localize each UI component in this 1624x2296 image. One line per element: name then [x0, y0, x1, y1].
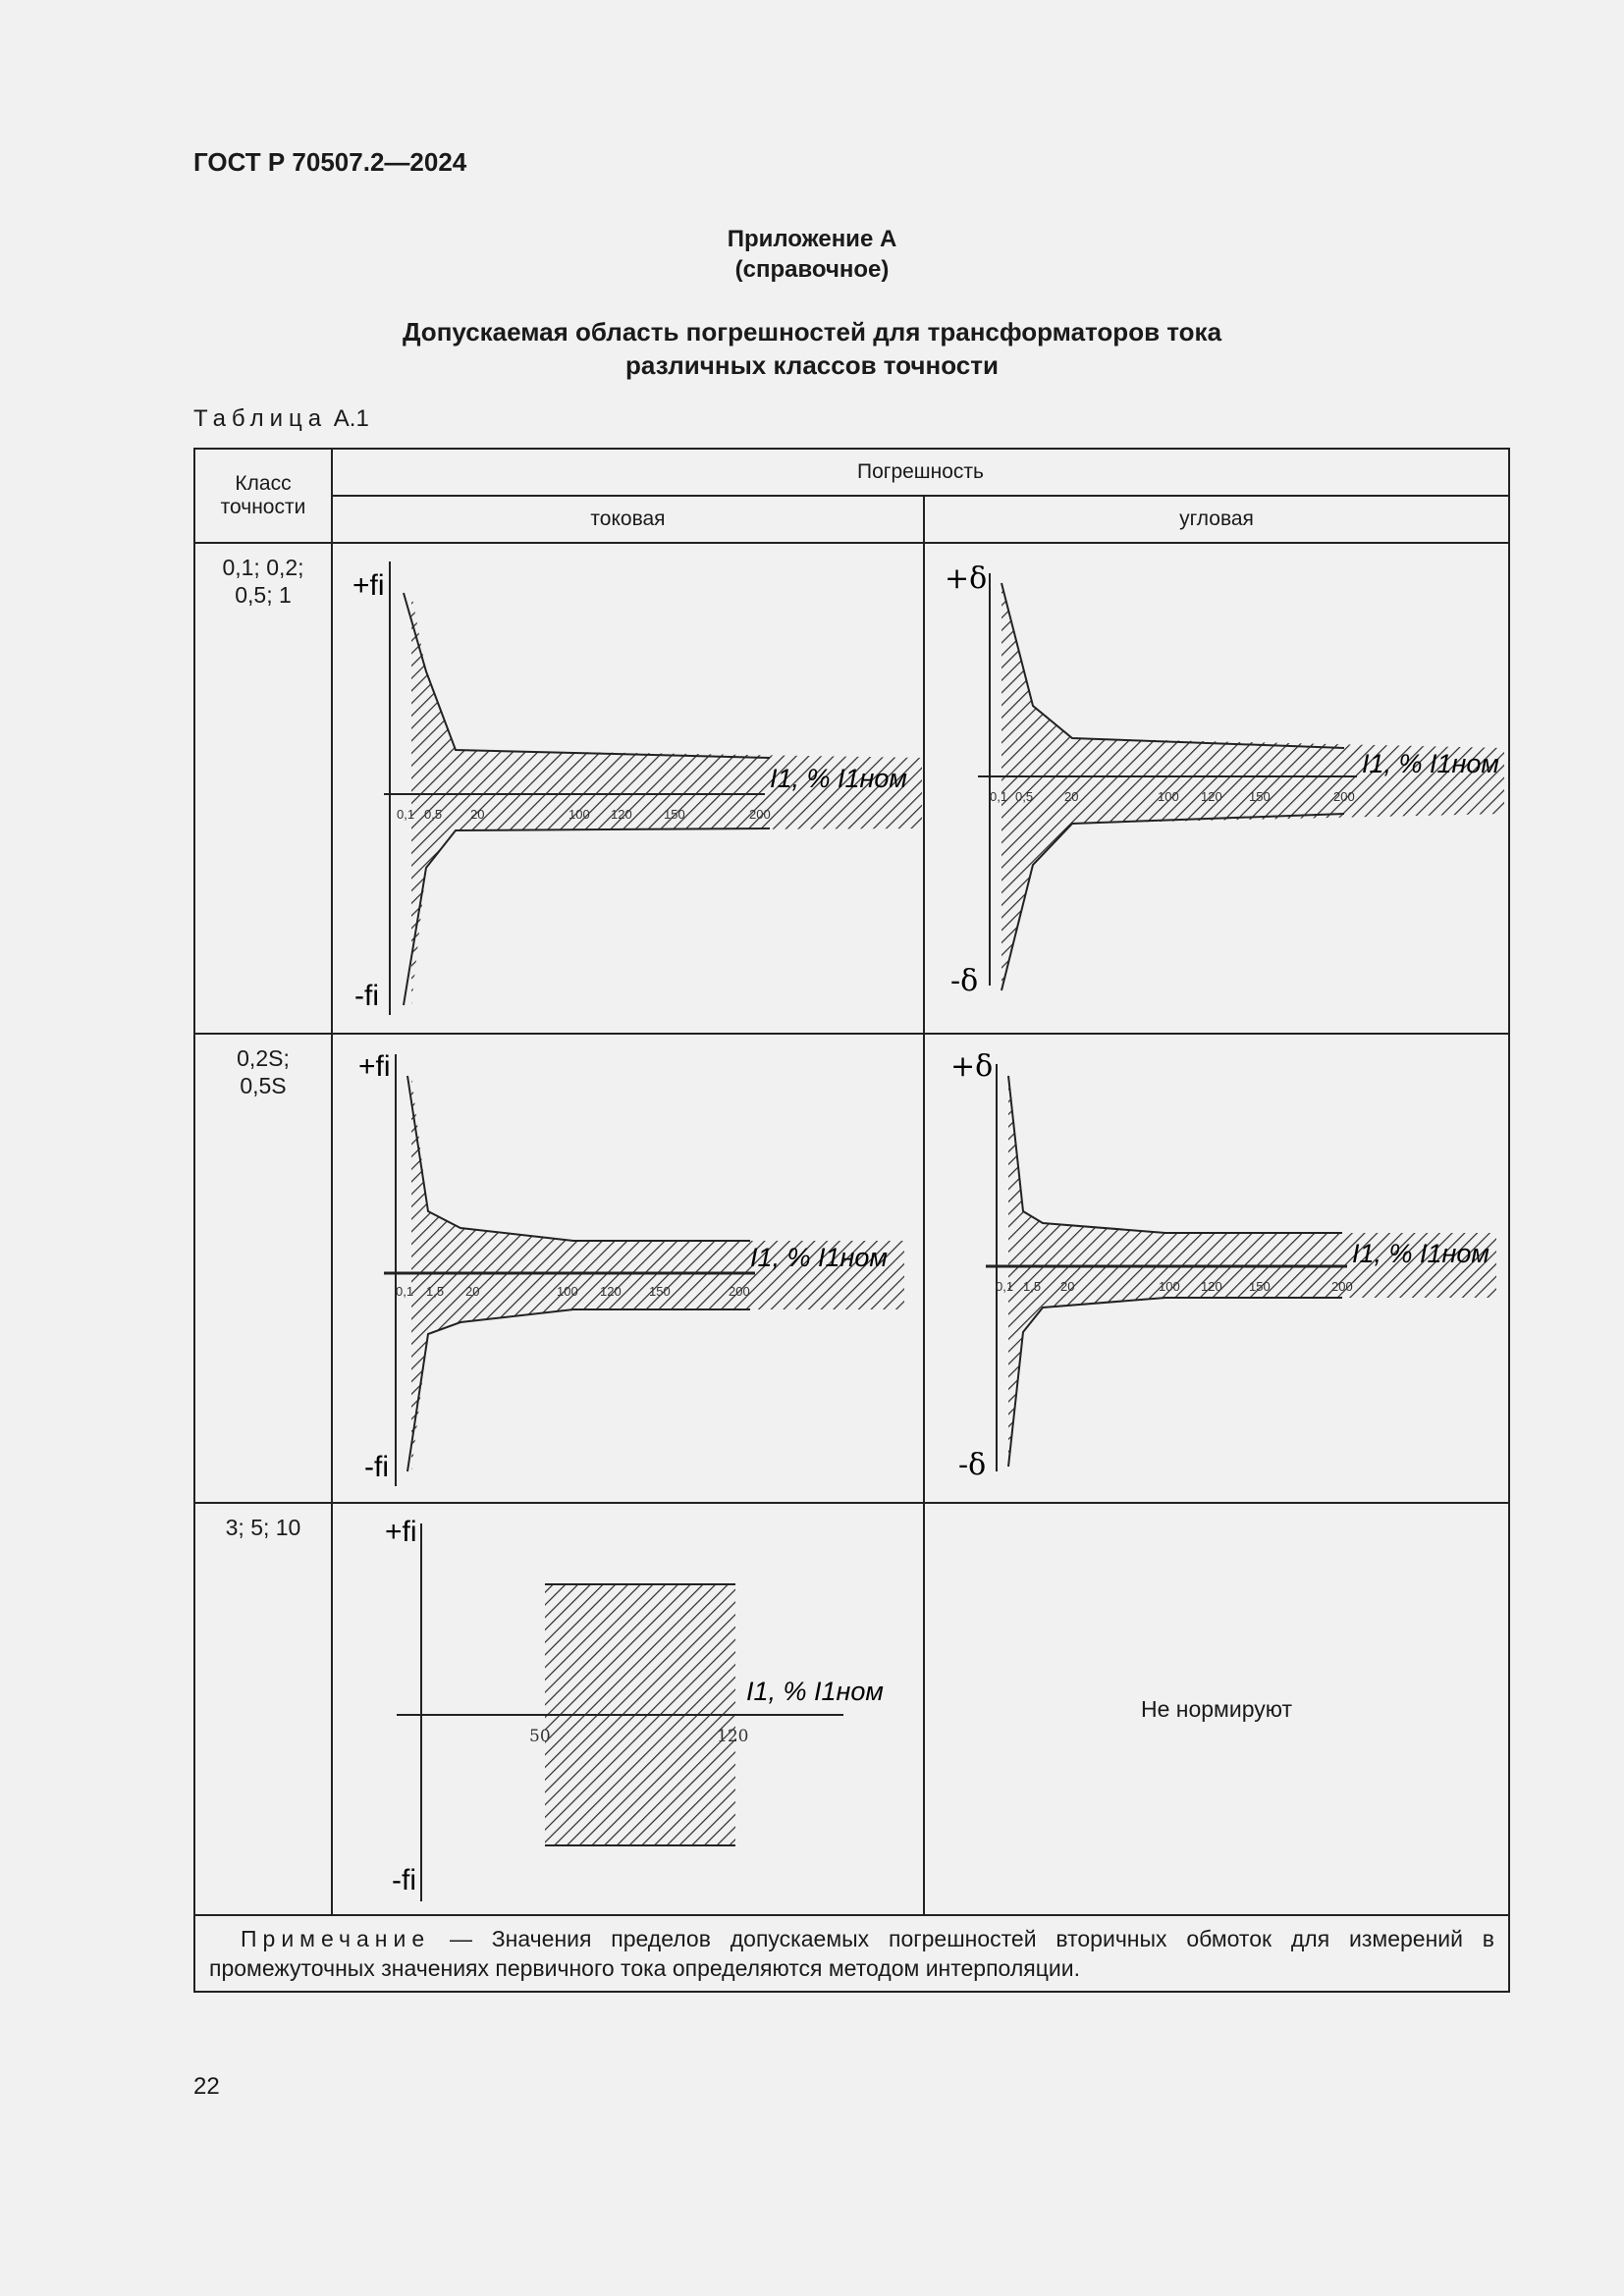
x-axis-label: I1, % I1ном: [750, 1243, 888, 1272]
tick-label: 0,1: [996, 1279, 1014, 1294]
page-number: 22: [193, 2073, 220, 2100]
tick-label: 0,1: [990, 789, 1008, 804]
tick-label: 1,5: [1023, 1279, 1042, 1294]
section-title-line1: Допускаемая область погрешностей для трансформаторов тока: [402, 317, 1222, 347]
current-plus-label: +fi: [352, 569, 385, 602]
tick-label: 100: [557, 1284, 578, 1299]
tick-label: 50: [529, 1727, 551, 1746]
header-current-error: токовая: [332, 496, 924, 543]
tick-label: 120: [600, 1284, 622, 1299]
current-minus-label: -fi: [364, 1451, 389, 1483]
table-caption: [193, 405, 369, 433]
angle-plus-label: +δ: [945, 561, 988, 596]
tick-label: 0,5: [1015, 789, 1034, 804]
current-minus-label: -fi: [354, 980, 379, 1012]
class-cell-3: 3; 5; 10: [194, 1503, 332, 1915]
tick-label: 100: [1159, 1279, 1180, 1294]
tick-label: 100: [568, 807, 590, 822]
angular-error-plot-2: [924, 1034, 1509, 1503]
table-note: [194, 1915, 1509, 1992]
angle-minus-label: -δ: [950, 964, 979, 998]
header-angular-error: угловая: [924, 496, 1509, 543]
note-text: — Значения пределов допускаемых погрешностей вторичных обмоток для измерений в промежуточных значениях первичного тока определяются методом интерполяции.: [209, 1926, 1495, 1981]
class-cell-1: 0,1; 0,2; 0,5; 1: [194, 543, 332, 1034]
standard-number: ГОСТ Р 70507.2—2024: [193, 147, 467, 177]
tick-label: 150: [649, 1284, 671, 1299]
tick-label: 150: [1249, 1279, 1271, 1294]
tick-label: 120: [1201, 789, 1222, 804]
current-error-plot-1: [332, 543, 924, 1034]
current-error-plot-3: [332, 1503, 924, 1915]
tick-label: 200: [1333, 789, 1355, 804]
tick-label: 20: [470, 807, 485, 822]
appendix-heading: [0, 224, 1624, 285]
x-axis-label: I1, % I1ном: [770, 764, 907, 793]
x-axis-label: I1, % I1ном: [1352, 1239, 1489, 1268]
angle-minus-label: -δ: [958, 1448, 987, 1482]
tick-label: 200: [1331, 1279, 1353, 1294]
angular-error-plot-1: [924, 543, 1509, 1034]
section-title: [0, 315, 1624, 382]
current-error-plot-2: [332, 1034, 924, 1503]
error-table: [193, 448, 1510, 1993]
table-caption-prefix: Таблица: [193, 405, 328, 432]
tick-label: 120: [1201, 1279, 1222, 1294]
note-label: Примечание: [241, 1926, 431, 1951]
tick-label: 20: [1064, 789, 1079, 804]
tick-label: 0,5: [424, 807, 443, 822]
tick-label: 120: [717, 1727, 749, 1746]
tick-label: 150: [664, 807, 685, 822]
header-class: Класс точности: [194, 449, 332, 543]
appendix-title: Приложение А: [727, 226, 897, 252]
tick-label: 20: [465, 1284, 480, 1299]
x-axis-label: I1, % I1ном: [746, 1677, 884, 1706]
x-axis-label: I1, % I1ном: [1362, 749, 1499, 778]
current-minus-label: -fi: [392, 1864, 416, 1896]
header-error: Погрешность: [332, 449, 1509, 496]
tick-label: 150: [1249, 789, 1271, 804]
tick-label: 120: [611, 807, 632, 822]
tick-label: 0,1: [396, 1284, 414, 1299]
tick-label: 1,5: [426, 1284, 445, 1299]
table-caption-number: А.1: [333, 405, 369, 432]
appendix-subtitle: (справочное): [734, 256, 890, 283]
current-plus-label: +fi: [358, 1050, 391, 1083]
tick-label: 100: [1158, 789, 1179, 804]
section-title-line2: различных классов точности: [625, 350, 999, 380]
angle-plus-label: +δ: [950, 1049, 994, 1084]
tick-label: 20: [1060, 1279, 1075, 1294]
tick-label: 200: [749, 807, 771, 822]
angular-not-normalized: Не нормируют: [924, 1503, 1509, 1915]
class-cell-2: 0,2S; 0,5S: [194, 1034, 332, 1503]
current-plus-label: +fi: [385, 1516, 417, 1548]
tick-label: 200: [729, 1284, 750, 1299]
tick-label: 0,1: [397, 807, 415, 822]
